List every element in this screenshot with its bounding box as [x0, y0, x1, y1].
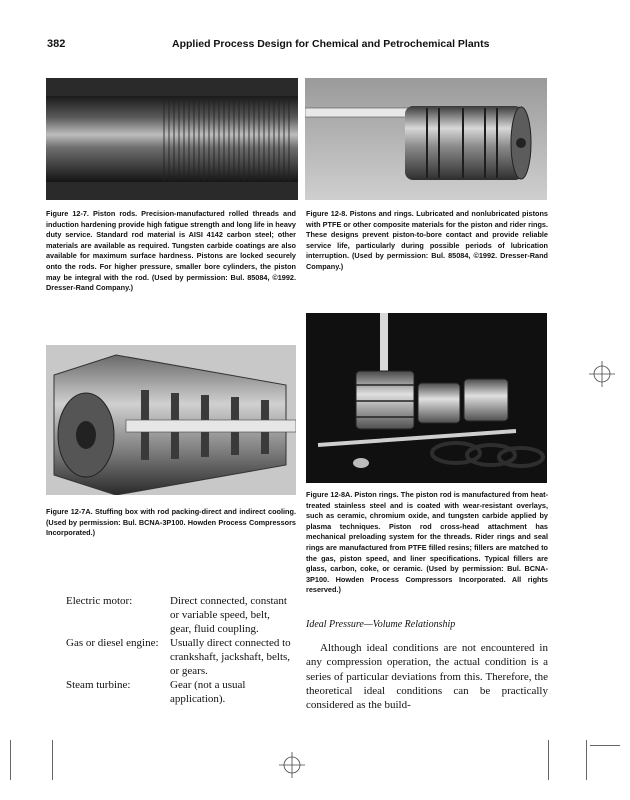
driver-name: Steam turbine: [66, 679, 131, 691]
driver-name: Electric motor: [66, 595, 133, 607]
caption-label: Figure 12-7A. [46, 507, 93, 516]
stuffing-box-photo [46, 345, 296, 495]
caption-text: Stuffing box with rod packing-direct and indirect cooling. (Used by permission: Bul. BCNA-3P100. Howden Process Compressors Incorporated.) [46, 507, 296, 538]
piston-rings-photo [306, 313, 547, 483]
caption-text: Pistons and rings. Lubricated and nonlubricated pistons with PTFE or other composite materials for the piston and rider rings. These designs prevent piston-to-bore contact and provide reliable service life, particularly during possible periods of lubrication interruption. (Used by permission: Bul. 85084, ©1992. Dresser-Rand Company.) [306, 209, 548, 271]
piston-photo [305, 78, 547, 200]
page-number: 382 [47, 38, 66, 50]
caption-text: Piston rings. The piston rod is manufactured from heat-treated stainless steel and is coated with wear-resistant overlays, such as ceramic, chromium oxide, and tungsten carbide applied by plasma techniques. Piston rod cross-head attachment has mechanical preloading system for the threads. Rider rings and seal rings are manufactured from PTFE filled resins; fillers are matched to the gas, piston speed, and liner specifications. Typical fillers are glass, carbon, coke, or ceramic. (Used by permission: Bul. BCNA-3P100. Howden Process Compressors Incorporated. All rights reserved.) [306, 490, 549, 595]
driver-list [66, 594, 292, 706]
caption-label: Figure 12-8A. [306, 490, 353, 499]
crop-mark [10, 740, 11, 780]
registration-mark-right [589, 361, 615, 387]
list-item [66, 636, 292, 678]
crop-mark [586, 740, 587, 780]
driver-name: Gas or diesel engine: [66, 637, 159, 649]
caption-text: Piston rods. Precision-manufactured rolled threads and induction hardening provide high fatigue strength and long life in heavy duty service. Standard rod material is AISI 4142 carbon steel; other materials are available as required. Tungsten carbide coatings are also available for maximum surface hardness. Pistons are locked securely onto the rods. For higher pressure, smaller bore cylinders, the piston may be integral with the rod. (Used by permission: Bul. 85084, ©1992. Dresser-Rand Company.) [46, 209, 296, 293]
list-item [66, 678, 292, 706]
registration-mark-bottom [279, 752, 305, 778]
caption-label: Figure 12-7. [46, 209, 89, 218]
crop-mark [52, 740, 53, 780]
caption-fig-12-8a [306, 490, 548, 596]
running-title: Applied Process Design for Chemical and Petrochemical Plants [172, 38, 490, 50]
driver-desc: Usually direct connected to crankshaft, jackshaft, belts, or gears. [170, 637, 291, 677]
driver-desc: Direct connected, constant or variable speed, belt, gear, fluid coupling. [170, 595, 287, 635]
body-paragraph: Although ideal conditions are not encountered in any compression operation, the actual condition is a series of particular deviations from this. Therefore, the theoretical ideal conditions can be practically considered as the build- [306, 642, 548, 712]
driver-desc: Gear (not a usual application). [170, 679, 246, 705]
list-item [66, 594, 292, 636]
caption-fig-12-7a [46, 507, 296, 539]
caption-fig-12-8 [306, 209, 548, 273]
caption-fig-12-7 [46, 209, 296, 294]
crop-mark [548, 740, 549, 780]
section-heading: Ideal Pressure—Volume Relationship [306, 619, 456, 630]
crop-mark [590, 745, 620, 746]
piston-rod-photo [46, 78, 298, 200]
caption-label: Figure 12-8. [306, 209, 348, 218]
